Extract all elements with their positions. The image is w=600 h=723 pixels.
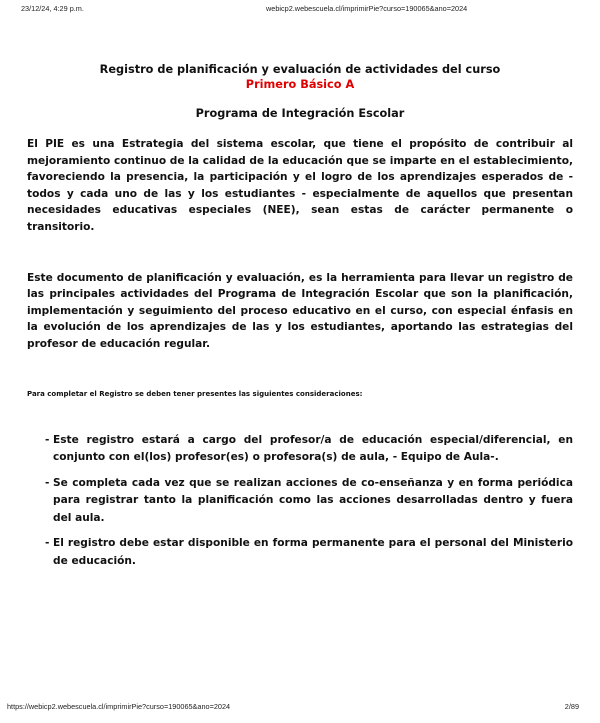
print-header-url: webicp2.webescuela.cl/imprimirPie?curso=190065&ano=2024 (266, 4, 468, 13)
print-datetime: 23/12/24, 4:29 p.m. (21, 4, 84, 13)
considerations-list (27, 432, 573, 571)
list-item-text: Se completa cada vez que se realizan acciones de co-enseñanza y en forma periódica para registrar tanto la planificación como las acciones desarrolladas dentro y fuera del aula. (53, 476, 573, 524)
bullet-dash: - (45, 476, 50, 489)
page-number: 2/89 (564, 702, 579, 711)
list-item (27, 535, 573, 570)
purpose-paragraph: Este documento de planificación y evaluación, es la herramienta para llevar un registro de las principales actividades del Programa de Integración Escolar que son la planificación, implementación y seguimiento del proceso educativo en el curso, con especial énfasis en la evolución de los aprendizajes de las y los estudiantes, aportando las estrategias del profesor de educación regular. (27, 271, 573, 350)
bullet-dash: - (45, 433, 50, 446)
list-item (27, 432, 573, 467)
list-item (27, 475, 573, 528)
considerations-note: Para completar el Registro se deben tener presentes las siguientes consideraciones: (27, 389, 363, 398)
print-footer-url: https://webicp2.webescuela.cl/imprimirPie?curso=190065&ano=2024 (7, 702, 231, 711)
print-header (21, 4, 579, 16)
list-item-text: Este registro estará a cargo del profesor/a de educación especial/diferencial, en conjunto con el(los) profesor(es) o profesora(s) de aula, - Equipo de Aula-. (53, 433, 573, 464)
document-title: Registro de planificación y evaluación de actividades del curso (99, 63, 501, 76)
document-body (27, 62, 573, 578)
intro-paragraph: El PIE es una Estrategia del sistema escolar, que tiene el propósito de contribuir al mejoramiento continuo de la calidad de la educación que se imparte en el establecimiento, favoreciendo la presencia, la participación y el logro de los aprendizajes esperados de - todos y cada uno de las y los estudiantes - especialmente de aquellos que presentan necesidades educativas especiales (NEE), sean estas de carácter permanente o transitorio. (27, 138, 573, 233)
course-name: Primero Básico A (245, 78, 355, 91)
print-footer (7, 702, 579, 714)
list-item-text: El registro debe estar disponible en forma permanente para el personal del Ministerio de educación. (53, 537, 573, 567)
program-title: Programa de Integración Escolar (195, 107, 405, 120)
bullet-dash: - (45, 537, 50, 550)
